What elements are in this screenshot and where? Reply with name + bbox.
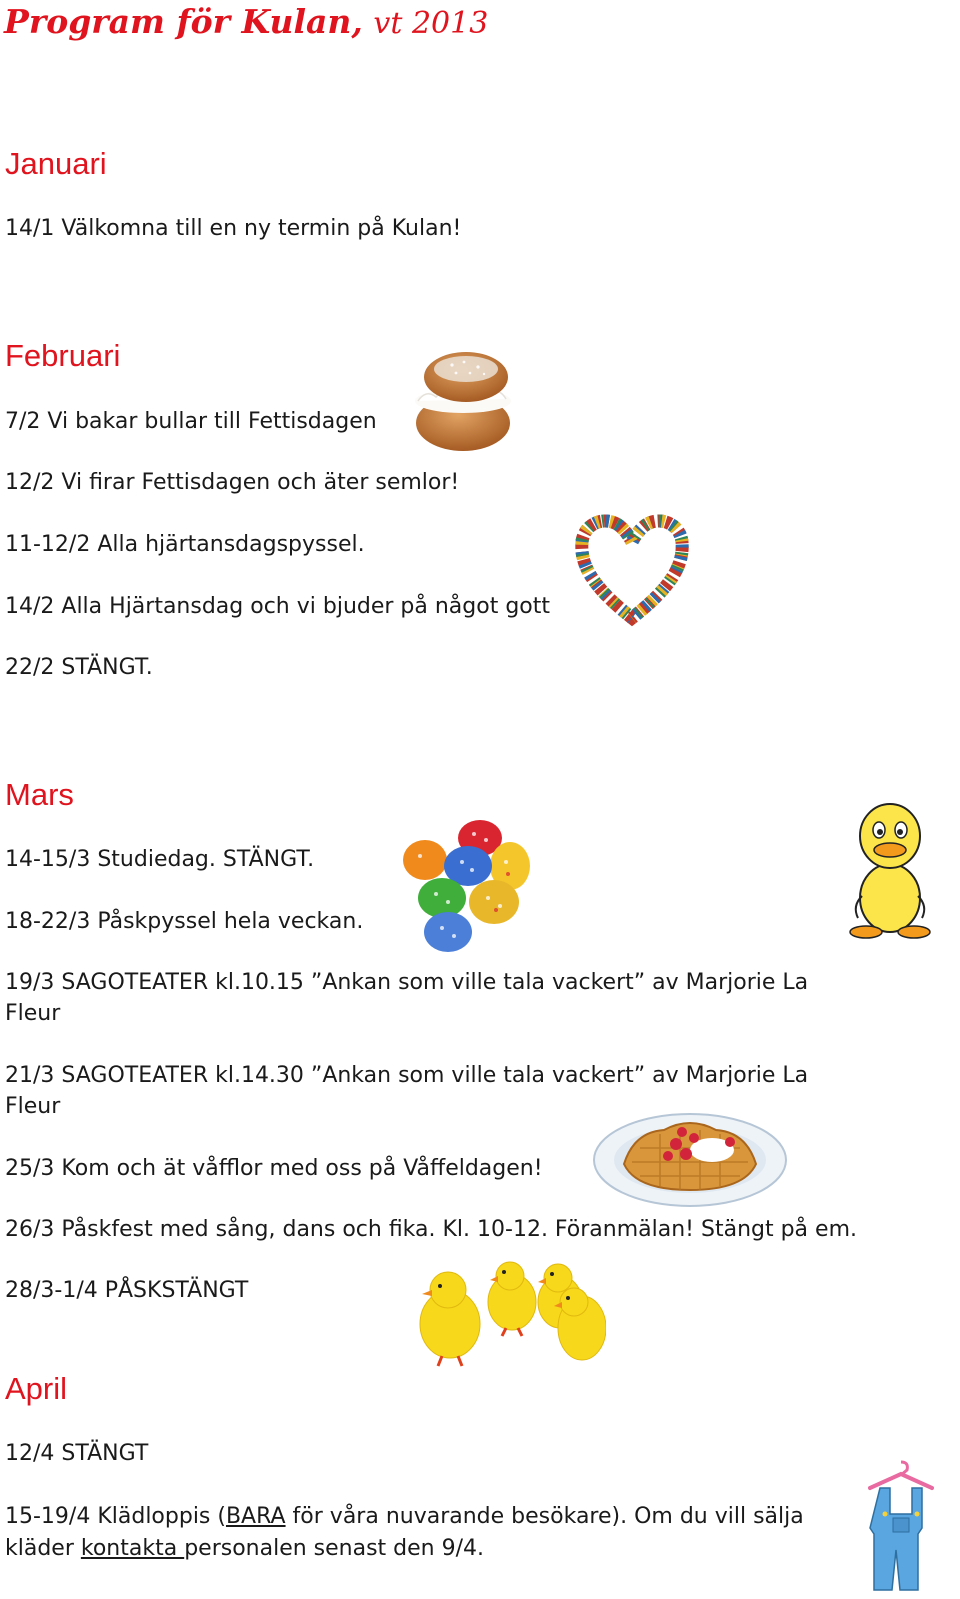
event-item: 14-15/3 Studiedag. STÄNGT. [5,847,315,872]
heading-februari: Februari [5,338,121,373]
event-item: 12/4 STÄNGT [5,1441,149,1466]
event-item: 25/3 Kom och ät våfflor med oss på Våffeldagen! [5,1156,543,1181]
semla-image [412,343,514,455]
event-item-continued: Fleur [5,1094,61,1119]
lego-heart-image [572,508,692,630]
event-item-loppis-continued [5,1536,484,1561]
page-title [4,2,488,41]
easter-chicks-image [412,1260,606,1370]
event-item: 7/2 Vi bakar bullar till Fettisdagen [5,409,377,434]
heading-mars: Mars [5,777,74,812]
event-item: 11-12/2 Alla hjärtansdagspyssel. [5,532,365,557]
loppis-text: 15-19/4 Klädloppis ( [5,1504,226,1529]
event-item-continued: Fleur [5,1001,61,1026]
loppis-text: kläder [5,1536,81,1561]
event-item: 22/2 STÄNGT. [5,655,153,680]
easter-eggs-image [400,816,536,958]
event-item: 21/3 SAGOTEATER kl.14.30 ”Ankan som ville tala vackert” av Marjorie La [5,1063,809,1088]
event-item: 14/1 Välkomna till en ny termin på Kulan! [5,216,462,241]
event-item: 18-22/3 Påskpyssel hela veckan. [5,909,364,934]
event-item: 28/3-1/4 PÅSKSTÄNGT [5,1278,249,1303]
heading-april: April [5,1371,68,1406]
event-item: 26/3 Påskfest med sång, dans och fika. Kl. 10-12. Föranmälan! Stängt på em. [5,1217,857,1242]
title-main: Program för Kulan, [4,2,363,41]
loppis-text: personalen senast den 9/4. [184,1536,485,1561]
title-year: vt 2013 [373,6,489,41]
duck-image [848,800,932,940]
loppis-text: för våra nuvarande besökare). Om du vill sälja [285,1504,804,1529]
event-item: 12/2 Vi firar Fettisdagen och äter semlor! [5,470,460,495]
event-item: 19/3 SAGOTEATER kl.10.15 ”Ankan som ville tala vackert” av Marjorie La [5,970,809,995]
overalls-image [866,1458,936,1596]
event-item: 14/2 Alla Hjärtansdag och vi bjuder på något gott [5,594,551,619]
loppis-contact-emphasis: kontakta [80,1536,185,1561]
loppis-emphasis: BARA [225,1504,286,1529]
waffle-image [590,1104,790,1210]
event-item-loppis [5,1504,804,1529]
heading-januari: Januari [5,146,107,181]
